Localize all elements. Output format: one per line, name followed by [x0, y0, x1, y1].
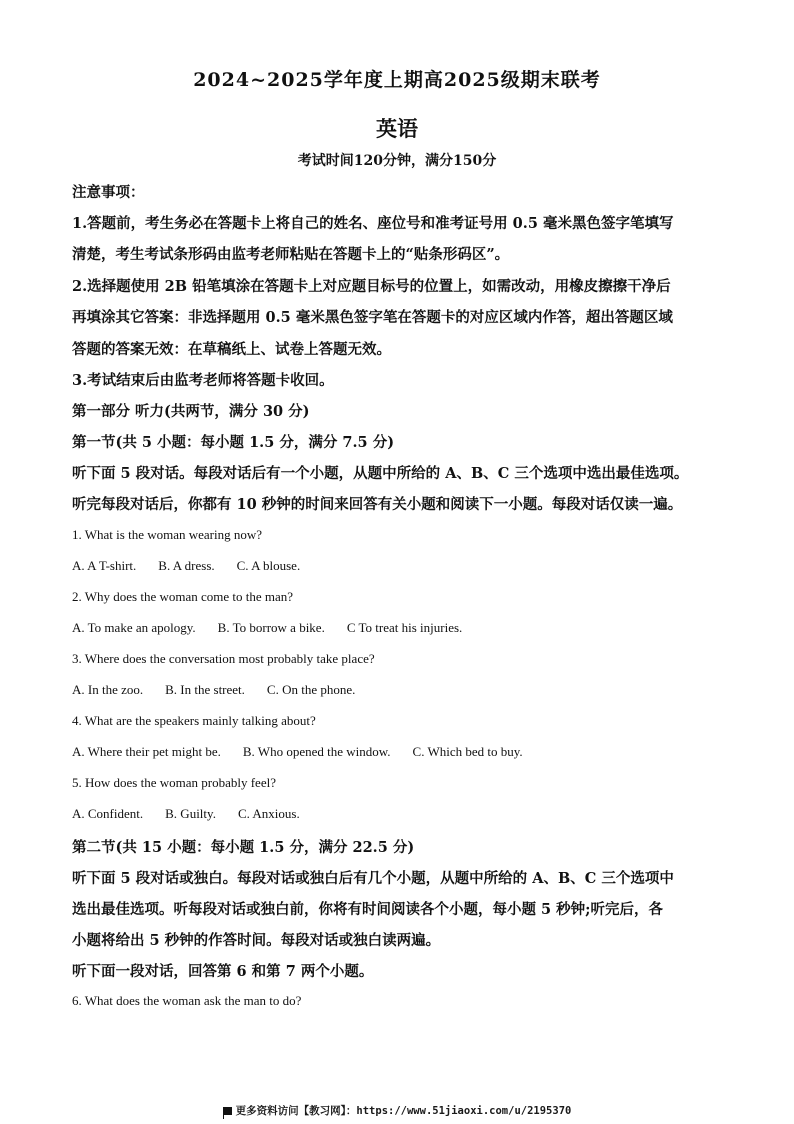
section1-instructions-line-2: 听完每段对话后，你都有 10 秒钟的时间来回答有关小题和阅读下一小题。每段对话仅读一遍。 — [72, 496, 683, 513]
notice-item-3: 3.考试结束后由监考老师将答题卡收回。 — [72, 372, 334, 389]
option-a: A. A T-shirt. — [72, 558, 137, 573]
exam-time-info: 考试时间120分钟，满分150分 — [297, 153, 497, 169]
footer — [0, 1103, 794, 1118]
option-a: A. To make an apology. — [72, 620, 196, 635]
option-c: C. On the phone. — [266, 682, 356, 697]
section1-instructions-line-1: 听下面 5 段对话。每段对话后有一个小题，从题中所给的 A、B、C 三个选项中选出最佳选项。 — [72, 465, 689, 482]
section1-title: 第一节(共 5 小题：每小题 1.5 分，满分 7.5 分) — [72, 434, 395, 451]
question-2-options — [72, 620, 727, 636]
section2-instructions-line-1: 听下面 5 段对话或独白。每段对话或独白后有几个小题，从题中所给的 A、B、C 三个选项中 — [72, 870, 674, 887]
question-3-options — [72, 682, 727, 698]
question-5-stem: 5. How does the woman probably feel? — [72, 775, 276, 790]
option-b: B. Guilty. — [165, 806, 216, 821]
section2-sub-instruction: 听下面一段对话，回答第 6 和第 7 两个小题。 — [72, 963, 374, 980]
question-3-stem: 3. Where does the conversation most probably take place? — [72, 651, 375, 666]
option-b: B. A dress. — [158, 558, 215, 573]
option-c: C. A blouse. — [236, 558, 301, 573]
option-c: C. Anxious. — [237, 806, 300, 821]
question-2-stem: 2. Why does the woman come to the man? — [72, 589, 294, 604]
notice-item-1-line-2: 清楚，考生考试条形码由监考老师粘贴在答题卡上的“贴条形码区”。 — [72, 246, 510, 263]
question-4-stem: 4. What are the speakers mainly talking about? — [72, 713, 316, 728]
question-5-options — [72, 806, 727, 822]
option-a: A. In the zoo. — [72, 682, 144, 697]
notice-item-2-line-3: 答题的答案无效：在草稿纸上、试卷上答题无效。 — [72, 341, 391, 358]
notice-item-2-line-1: 2.选择题使用 2B 铅笔填涂在答题卡上对应题目标号的位置上，如需改动，用橡皮擦擦干净后 — [72, 278, 671, 295]
section2-title: 第二节(共 15 小题：每小题 1.5 分，满分 22.5 分) — [72, 839, 415, 856]
option-c: C. Which bed to buy. — [412, 744, 523, 759]
option-b: B. To borrow a bike. — [217, 620, 325, 635]
option-b: B. In the street. — [165, 682, 245, 697]
option-b: B. Who opened the window. — [242, 744, 391, 759]
option-a: A. Where their pet might be. — [72, 744, 221, 759]
question-4-options — [72, 744, 727, 760]
flag-icon — [223, 1107, 232, 1115]
subject-title: 英语 — [376, 116, 418, 141]
option-c: C To treat his injuries. — [346, 620, 463, 635]
notice-item-2-line-2: 再填涂其它答案：非选择题用 0.5 毫米黑色签字笔在答题卡的对应区域内作答，超出答题区域 — [72, 309, 673, 326]
section2-instructions-line-3: 小题将给出 5 秒钟的作答时间。每段对话或独白读两遍。 — [72, 932, 441, 949]
section2-instructions-line-2: 选出最佳选项。听每段对话或独白前，你将有时间阅读各个小题，每小题 5 秒钟;听完后，各 — [72, 901, 664, 918]
footer-link[interactable]: 更多资料访问【教习网】：https://www.51jiaoxi.com/u/2195370 — [235, 1105, 572, 1117]
notice-item-1-line-1: 1.答题前，考生务必在答题卡上将自己的姓名、座位号和准考证号用 0.5 毫米黑色签字笔填写 — [72, 215, 674, 232]
question-6-stem: 6. What does the woman ask the man to do? — [72, 993, 302, 1008]
part1-title: 第一部分 听力(共两节，满分 30 分) — [72, 403, 310, 420]
question-1-options — [72, 558, 727, 574]
option-a: A. Confident. — [72, 806, 144, 821]
exam-title: 2024~2025学年度上期高2025级期末联考 — [193, 69, 601, 91]
notice-heading: 注意事项： — [72, 184, 145, 201]
question-1-stem: 1. What is the woman wearing now? — [72, 527, 263, 542]
